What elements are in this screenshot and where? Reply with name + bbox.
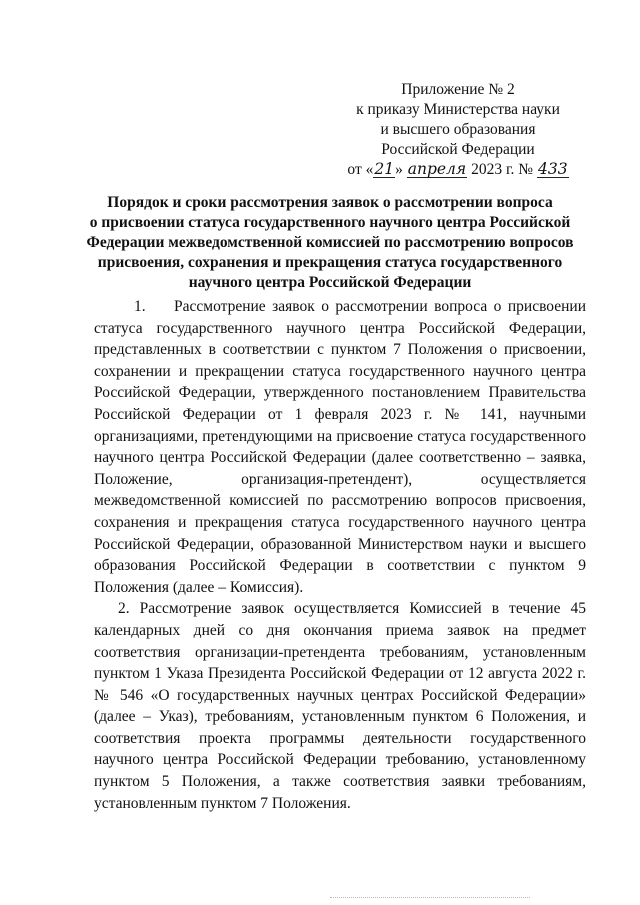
title-line-5: научного центра Российской Федерации <box>188 274 472 291</box>
appendix-date-line <box>330 160 586 180</box>
title-line-4: присвоения, сохранения и прекращения статуса государственного <box>97 254 563 271</box>
document-title <box>80 193 580 293</box>
appendix-line-4: Российской Федерации <box>381 141 535 158</box>
title-line-1: Порядок и сроки рассмотрения заявок о рассмотрении вопроса <box>107 194 553 211</box>
appendix-line-1: Приложение № 2 <box>401 81 515 98</box>
page-bottom-divider <box>330 897 530 899</box>
paragraph-1-text: Рассмотрение заявок о рассмотрении вопроса о присвоении статуса государственного научного центра Российской Федерации, представленных в соответствии с пунктом 7 Положения о присвоении, сохранении и прекращении статуса государственного научного центра Российской Федерации, утвержденного постановлением Правительства Российской Федерации от 1 февраля 2023 г. № 141, научными организациями, претендующими на присвоение статуса государственного научного центра Российской Федерации (далее соответственно – заявка, Положение, организация-претендент), осуществляется межведомственной комиссией по рассмотрению вопросов присвоения, сохранения и прекращения статуса государственного научного центра Российской Федерации, образованной Министерством науки и высшего образования Российской Федерации в соответствии с пунктом 9 Положения (далее – Комиссия). <box>94 298 586 596</box>
paragraph-2-number: 2. <box>118 600 130 618</box>
date-prefix: от « <box>347 161 374 178</box>
paragraph-2-text: Рассмотрение заявок осуществляется Комиссией в течение 45 календарных дней со дня окончания приема заявок на предмет соответствия организации-претендента требованиям, установленным пунктом 1 Указа Президента Российской Федерации от 12 августа 2022 г. № 546 «О государственных научных центрах Российской Федерации» (далее – Указ), требованиям, установленным пунктом 6 Положения, и соответствия проекта программы деятельности государственного научного центра Российской Федерации требованию, установленному пунктом 5 Положения, а также соответствия заявки требованиям, установленным пунктом 7 Положения. <box>94 600 587 812</box>
title-line-2: о присвоении статуса государственного научного центра Российской <box>89 214 571 231</box>
appendix-line-3: и высшего образования <box>380 121 536 138</box>
title-line-3: Федерации межведомственной комиссией по рассмотрению вопросов <box>86 234 574 251</box>
document-body <box>94 296 586 814</box>
handwritten-order-number: 433 <box>537 160 568 178</box>
paragraph-2 <box>94 598 586 814</box>
appendix-line-2: к приказу Министерства науки <box>356 101 560 118</box>
handwritten-month: апреля <box>407 160 467 178</box>
date-mid: » <box>395 161 403 178</box>
appendix-header <box>330 80 586 180</box>
date-year: 2023 г. № <box>471 161 534 178</box>
paragraph-1-number: 1. <box>134 298 146 315</box>
paragraph-1 <box>94 296 586 598</box>
handwritten-day: 21 <box>374 160 395 178</box>
